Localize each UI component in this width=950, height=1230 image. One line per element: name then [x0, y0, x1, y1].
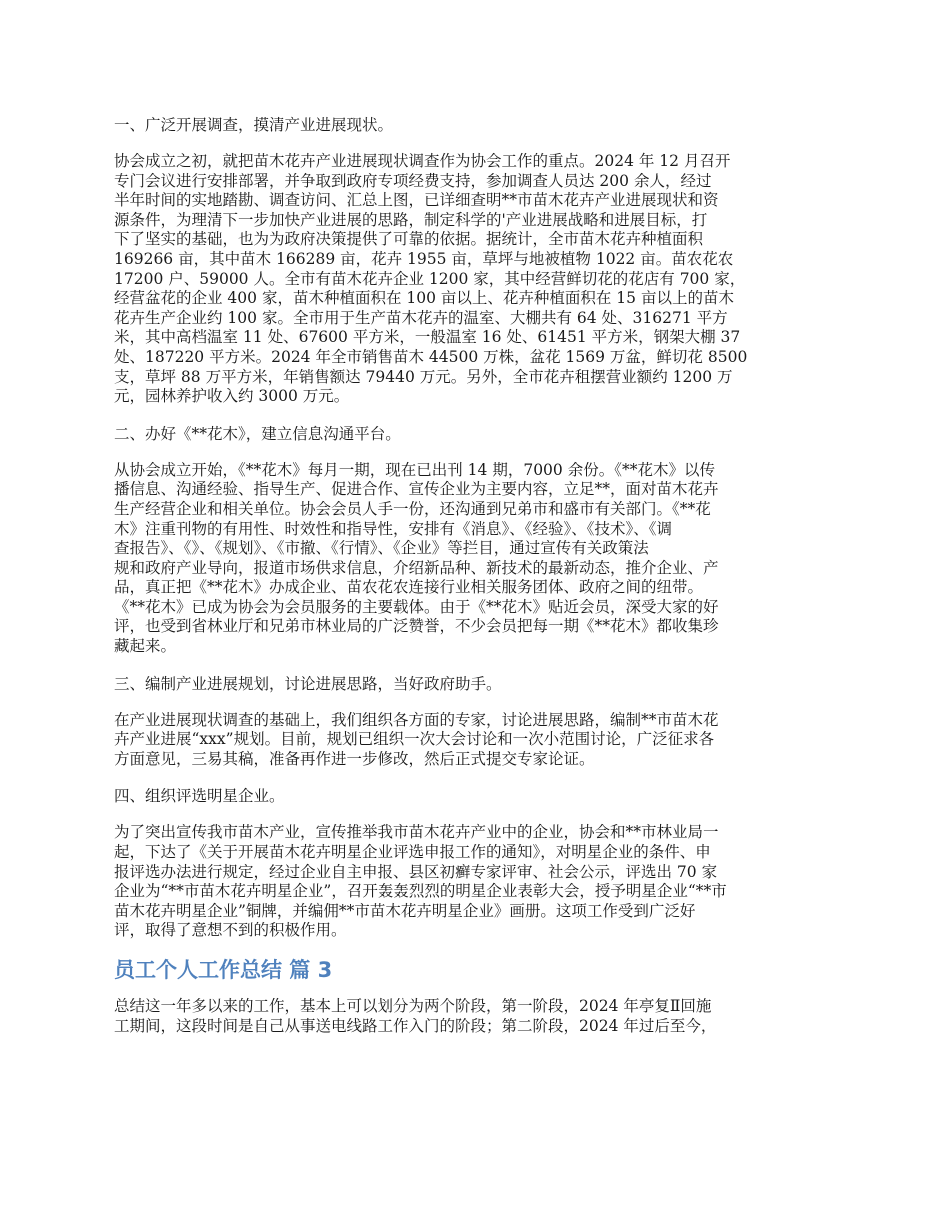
section-heading-1: 一、广泛开展调查，摸清产业进展现状。 — [114, 116, 394, 134]
section-heading-3: 三、编制产业进展规划，讨论进展思路，当好政府助手。 — [114, 674, 502, 693]
section-body-3: 在产业进展现状调查的基础上，我们组织各方面的专家，讨论进展思路，编制**市苗木花 卉产业进展“xxx”规划。目前，规划已组织一次大会讨论和一次小范围讨论，广泛征求各 方面意见，三易其稿，准备再作进一步修改，然后正式提交专家论证。 — [114, 710, 719, 768]
section-body-1: 协会成立之初，就把苗木花卉产业进展现状调查作为协会工作的重点。2024 年 12 月召开 专门会议进行安排部署，并争取到政府专项经费支持，参加调查人员达 200 余人，经过 半年时间的实地踏勘、调查访问、汇总上图，已详细查明**市苗木花卉产业进展现状和资 源条件，为理清下一步加快产业进展的思路，制定科学的'产业进展战略和进展目标，打 下了坚实的基础，也为为政府决策提供了可靠的依据。据统计，全市苗木花卉种植面积 169266 亩，其中苗木 166289 亩，花卉 1955 亩，草坪与地被植物 1022 亩。苗农花农 17200 户、59000 人。全市有苗木花卉企业 1200 家，其中经营鲜切花的花店有 700 家， 经营盆花的企业 400 家，苗木种植面积在 100 亩以上、花卉种植面积在 15 亩以上的苗木 花卉生产企业约 100 家。全市用于生产苗木花卉的温室、大棚共有 64 处、316271 平方 米，其中高档温室 11 处、67600 平方米，一般温室 16 处、61451 平方米，钢架大棚 37 处、187220 平方米。2024 年全市销售苗木 44500 万株，盆花 1569 万盆，鲜切花 8500 支，草坪 88 万平方米，年销售额达 79440 万元。另外，全市花卉租摆营业额约 1200 万 元，园林养护收入约 3000 万元。 — [114, 152, 748, 406]
section-heading-4: 四、组织评选明星企业。 — [114, 787, 285, 806]
document-title: 员工个人工作总结 篇 3 — [114, 958, 333, 982]
section-body-4: 为了突出宣传我市苗木产业，宣传推举我市苗木花卉产业中的企业，协会和**市林业局一 起，下达了《关于开展苗木花卉明星企业评选申报工作的通知》，对明星企业的条件、申 报评选办法进行规定，经过企业自主申报、县区初癣专家评审、社会公示，评选出 70 家 企业为“**市苗木花卉明星企业”，召开轰轰烈烈的明星企业表彰大会，授予明星企业“**市 苗木花卉明星企业”铜牌，并编佣**市苗木花卉明星企业》画册。这项工作受到广泛好 评，取得了意想不到的积极作用。 — [114, 823, 727, 940]
closing-paragraph: 总结这一年多以来的工作，基本上可以划分为两个阶段，第一阶段，2024 年亭复Ⅱ回施 工期间，这段时间是自己从事送电线路工作入门的阶段；第二阶段，2024 年过后至今， — [114, 997, 717, 1035]
section-body-2: 从协会成立开始，《**花木》每月一期，现在已出刊 14 期，7000 余份。《**花木》以传 播信息、沟通经验、指导生产、促进合作、宣传企业为主要内容，立足**，面对苗木花卉 生产经营企业和相关单位。协会会员人手一份，还沟通到兄弟市和盛市有关部门。《**花 木》注重刊物的有用性、时效性和指导性，安排有《消息》、《经验》、《技术》、《调 查报告》、《》、《规划》、《市撤、《行情》、《企业》等拦目，通过宣传有关政策法 规和政府产业导向，报道市场供求信息，介绍新品种、新技术的最新动态，推介企业、产 品，真正把《**花木》办成企业、苗农花农连接行业相关服务团体、政府之间的纽带。 《**花木》已成为协会为会员服务的主要载体。由于《**花木》贴近会员，深受大家的好 评，也受到省林业厅和兄弟市林业局的广泛赞誉，不少会员把每一期《**花木》都收集珍 藏起来。 — [114, 460, 719, 656]
section-heading-2: 二、办好《**花木》，建立信息沟通平台。 — [114, 424, 401, 443]
